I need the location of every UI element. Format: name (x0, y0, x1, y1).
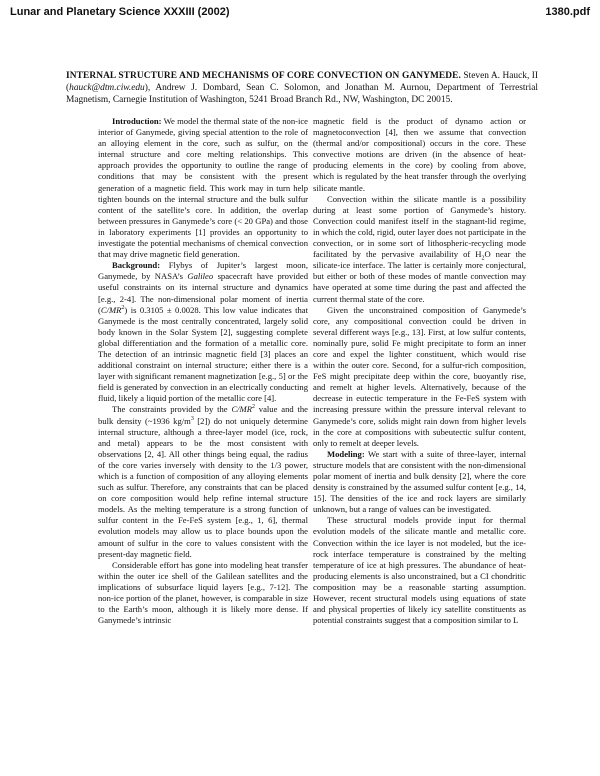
paragraph-constraints (98, 404, 308, 559)
running-header (10, 6, 590, 20)
paragraph-text: value and the bulk density (~1936 kg/m (98, 404, 308, 426)
paragraph-text: Convection within the silicate mantle is a possibility during at least some portion of Ganymede’s history. Convection could manifest itself in the stagnant-lid regime, in which the cold, rigid, outer layer does not participate in the convection, or in some sort of lithospheric-recycling mode facilitated by the pervasive availability of H (313, 193, 526, 260)
paragraph-text: [2]) do not uniquely determine internal structure, although a three-layer model (ice, rock, and metal) appears to be the most consistent with observations [2, 4]. All other things being equal, the radius of the core varies inversely with density to the 1/3 power, which is a function of composition of any alloying elements such as sulfur. Therefore, any constraints that can be placed on core composition would help refine internal structure models. As the melting temperature is a strong function of sulfur content in the Fe-FeS system [e.g., 1, 6], thermal evolution models may allow us to place bounds upon the amount of sulfur in the core to values consistent with the present-day magnetic field. (98, 415, 308, 559)
paragraph-text: We model the thermal state of the non-ice interior of Ganymede, giving special attention to the role of an alloying element in the core, such as sulfur, on the internal structure and core melting relationships. This approach provides the opportunity to outline the range of conditions that may be consistent with the present generation of a magnetic field. This work may in turn help tighten bounds on the internal structure and the bulk sulfur content of the satellite’s core. In addition, the overlap between pressures in Ganymede’s core (< 20 GPa) and those in laboratory experiments [1] provides an opportunity to investigate the potential mechanisms of chemical convection that may drive magnetic field generation. (98, 116, 308, 260)
spacecraft-name: Galileo (187, 271, 214, 282)
superscript: 2 (121, 304, 125, 311)
section-heading-introduction: Introduction: (112, 116, 162, 126)
paragraph-text: The constraints provided by the (112, 404, 232, 415)
abstract-id: 1380.pdf (545, 6, 590, 18)
paragraph-compositional-convection: Given the unconstrained composition of Ganymede’s core, any compositional convection could be driven in several different ways [e.g., 13]. First, at low sulfur contents, nominally pure, solid Fe might precipitate to form an inner core and expel the lighter constituent, which would rise within the outer core. Second, for a sulfur-rich composition, FeS might precipitate deep within the core, buoyantly rise, and remelt at higher levels. Alternatively, because of the decrease in eutectic temperature in the Fe-FeS system with increasing pressure within the pressure interval relevant to Ganymede’s core, solids might rain down from higher levels in the core at compositions with subeutectic sulfur content, only to remelt at deeper levels. (313, 304, 526, 448)
paragraph-modeling (313, 449, 526, 516)
section-heading-background: Background: (112, 260, 161, 271)
paper-title: INTERNAL STRUCTURE AND MECHANISMS OF CORE CONVECTION ON GANYMEDE. (66, 71, 461, 81)
left-column (98, 116, 308, 626)
inertia-symbol: C/MR (231, 404, 252, 415)
paragraph-magnetic-field: magnetic field is the product of dynamo action or magnetoconvection [4], then we assume that convection (thermal and/or compositional) occurs in the core. These convective motions are driven (in the absence of heat-producing elements in the core) by cooling from above, which is regulated by the heat transfer through the overlying silicate mantle. (313, 116, 526, 193)
paragraph-thermal-evolution: These structural models provide input for thermal evolution models of the silicate mantle and metallic core. Convection within the ice layer is not modeled, but the ice-rock interface temperature is constrained by the melting temperature of ice at high pressures. The abundance of heat-producing elements is also unconstrained, but a CI chondritic composition may be a reasonable starting assumption. However, recent structural models using equations of state and physical properties of likely icy satellite constituents as potential constraints suggest that a composition similar to L (313, 515, 526, 626)
superscript: 3 (190, 415, 194, 422)
section-heading-modeling: Modeling: (327, 448, 365, 459)
paragraph-text: ) is 0.3105 ± 0.0028. This low value indicates that Ganymede is the most centrally concentrated, largely solid body known in the Solar System [2], suggesting complete global differentiation and the formation of a metallic core. The detection of an intrinsic magnetic field [3] places an additional constraint on internal structure; either there is a layer with significant remanent magnetization [e.g., 5] or the field is generated by convection in an electrically conducting fluid, likely a liquid portion of the metallic core [4]. (98, 304, 308, 404)
paragraph-text: O near the silicate-ice interface. The latter is certainly more conjectural, but either or both of these modes of mantle convection may have operated at some time during the past and affected the current thermal state of the core. (313, 249, 526, 304)
paragraph-introduction (98, 116, 308, 260)
conference-name: Lunar and Planetary Science XXXIII (2002) (10, 6, 230, 18)
right-column (313, 116, 526, 626)
superscript: 2 (251, 404, 255, 411)
author-email: hauck@dtm.ciw.edu (69, 83, 145, 93)
paragraph-heat-transfer: Considerable effort has gone into modeling heat transfer within the outer ice shell of the Galilean satellites and the implications of subsurface liquid layers [e.g., 7-12]. The non-ice portion of the planet, however, is comparable in size to the Earth’s moon, although it is likely more dense. If Ganymede’s intrinsic (98, 559, 308, 626)
paragraph-text: spacecraft have provided useful constraints on its internal structure and dynamics [e.g., 2-4]. The non-dimensional polar moment of inertia ( (98, 271, 309, 315)
inertia-symbol: C/MR (100, 304, 122, 315)
subscript: 2 (481, 255, 485, 262)
title-block (66, 70, 538, 106)
paragraph-text: Flybys of Jupiter’s largest moon, Ganymede, by NASA’s (98, 260, 308, 282)
author-affiliations: ), Andrew J. Dombard, Sean C. Solomon, and Jonathan M. Aurnou, Department of Terrestrial Magnetism, Carnegie Institution of Washington, 5241 Broad Branch Rd., NW, Washington, DC 20015. (66, 83, 538, 105)
paragraph-text: We start with a suite of three-layer, internal structure models that are consistent with the non-dimensional polar moment of inertia and bulk density [2], where the core density is constrained by the assumed sulfur content [e.g., 14, 15]. The densities of the ice and rock layers are similarly unknown, but a range of values can be investigated. (313, 448, 526, 515)
paragraph-background (98, 260, 308, 404)
author-lead: Steven A. Hauck, II ( (66, 71, 538, 93)
paragraph-mantle-convection (313, 194, 526, 305)
